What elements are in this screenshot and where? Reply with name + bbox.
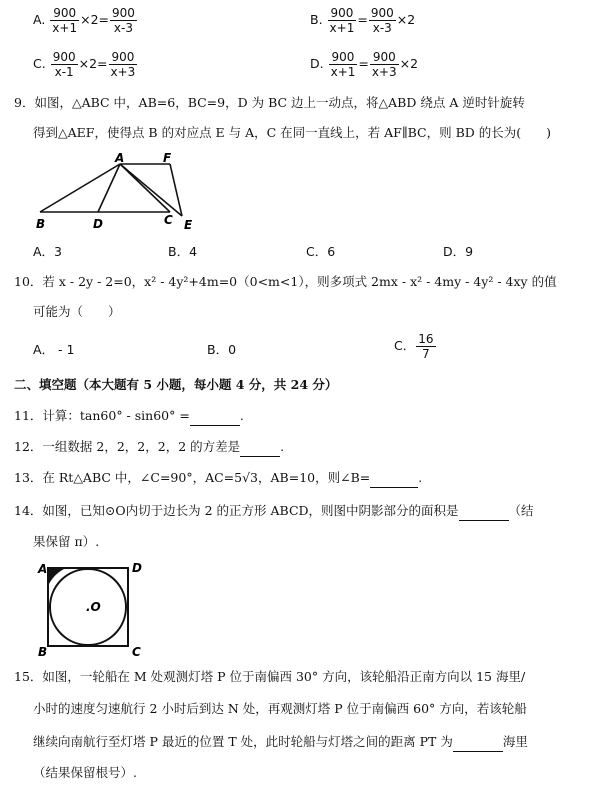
q9-label-b: B — [36, 217, 46, 231]
q12: 12．一组数据 2，2，2，2，2 的方差是 . — [14, 438, 284, 457]
q9-label-e: E — [184, 218, 193, 232]
q13: 13．在 Rt△ABC 中，∠C=90°，AC=5√3，AB=10，则∠B= . — [14, 469, 422, 488]
q14-label-o: .O — [86, 600, 101, 614]
q10-option-c: C． $\frac{16}{7}$ — [394, 332, 434, 361]
q15-line-2: 小时的速度匀速航行 2 小时后到达 N 处，再观测灯塔 P 位于南偏西 60° 方向，若该轮船 — [33, 701, 527, 716]
q9-triangle-figure — [30, 150, 205, 232]
q14-label-c: C — [132, 645, 141, 658]
q9-option-d: D．9 — [443, 244, 474, 259]
q14-label-a: A — [38, 562, 48, 576]
q8-option-b: B. $\frac{900}{x+1}$ = $\frac{900}{x-3}$ ×2 — [310, 6, 416, 35]
q15-line-4: （结果保留根号）. — [33, 765, 137, 780]
q9-option-b: B．4 — [168, 244, 198, 259]
section-2-heading: 二、填空题（本大题有 5 小题，每小题 4 分，共 24 分） — [14, 377, 338, 392]
q9-line-2: 得到△AEF，使得点 B 的对应点 E 与 A，C 在同一直线上，若 AF∥BC，则 BD 的长为( ) — [33, 125, 552, 140]
q14-line-1: 14．如图，已知⊙O内切于边长为 2 的正方形 ABCD，则图中阴影部分的面积是 （结 — [14, 502, 534, 521]
q14-label-b: B — [38, 645, 48, 658]
q14-square-circle-figure — [34, 560, 144, 658]
q8-option-c: C. $\frac{900}{x-1}$ ×2= $\frac{900}{x+3}$ — [33, 50, 136, 79]
q10-line-2: 可能为（ ） — [33, 304, 121, 319]
q10-line-1: 10．若 x - 2y - 2=0，x² - 4y²+4m=0（0<m<1），则多项式 2mx - x² - 4my - 4y² - 4xy 的值 — [14, 274, 557, 289]
q15-line-3: 继续向南航行至灯塔 P 最近的位置 T 处，此时轮船与灯塔之间的距离 PT 为 海里 — [33, 733, 528, 752]
q9-option-c: C．6 — [306, 244, 336, 259]
q10-option-a: A． - 1 — [33, 342, 75, 357]
q9-label-d: D — [93, 217, 103, 231]
q8-option-d: D. $\frac{900}{x+1}$ = $\frac{900}{x+3}$ ×2 — [310, 50, 419, 79]
q10-option-b: B．0 — [207, 342, 237, 357]
q9-label-c: C — [164, 213, 173, 227]
q9-label-f: F — [163, 151, 172, 165]
q9-label-a: A — [115, 151, 125, 165]
q14-label-d: D — [132, 561, 142, 575]
q14-line-2: 果保留 π）. — [33, 534, 100, 549]
q11: 11．计算：tan60° - sin60° = . — [14, 407, 244, 426]
q8-option-a: A. $\frac{900}{x+1}$ ×2= $\frac{900}{x-3}$ — [33, 6, 135, 35]
q9-option-a: A．3 — [33, 244, 63, 259]
q9-line-1: 9．如图，△ABC 中，AB=6，BC=9，D 为 BC 边上一动点，将△ABD 绕点 A 逆时针旋转 — [14, 95, 525, 110]
q15-line-1: 15．如图，一轮船在 M 处观测灯塔 P 位于南偏西 30° 方向，该轮船沿正南方向以 15 海里/ — [14, 669, 526, 684]
